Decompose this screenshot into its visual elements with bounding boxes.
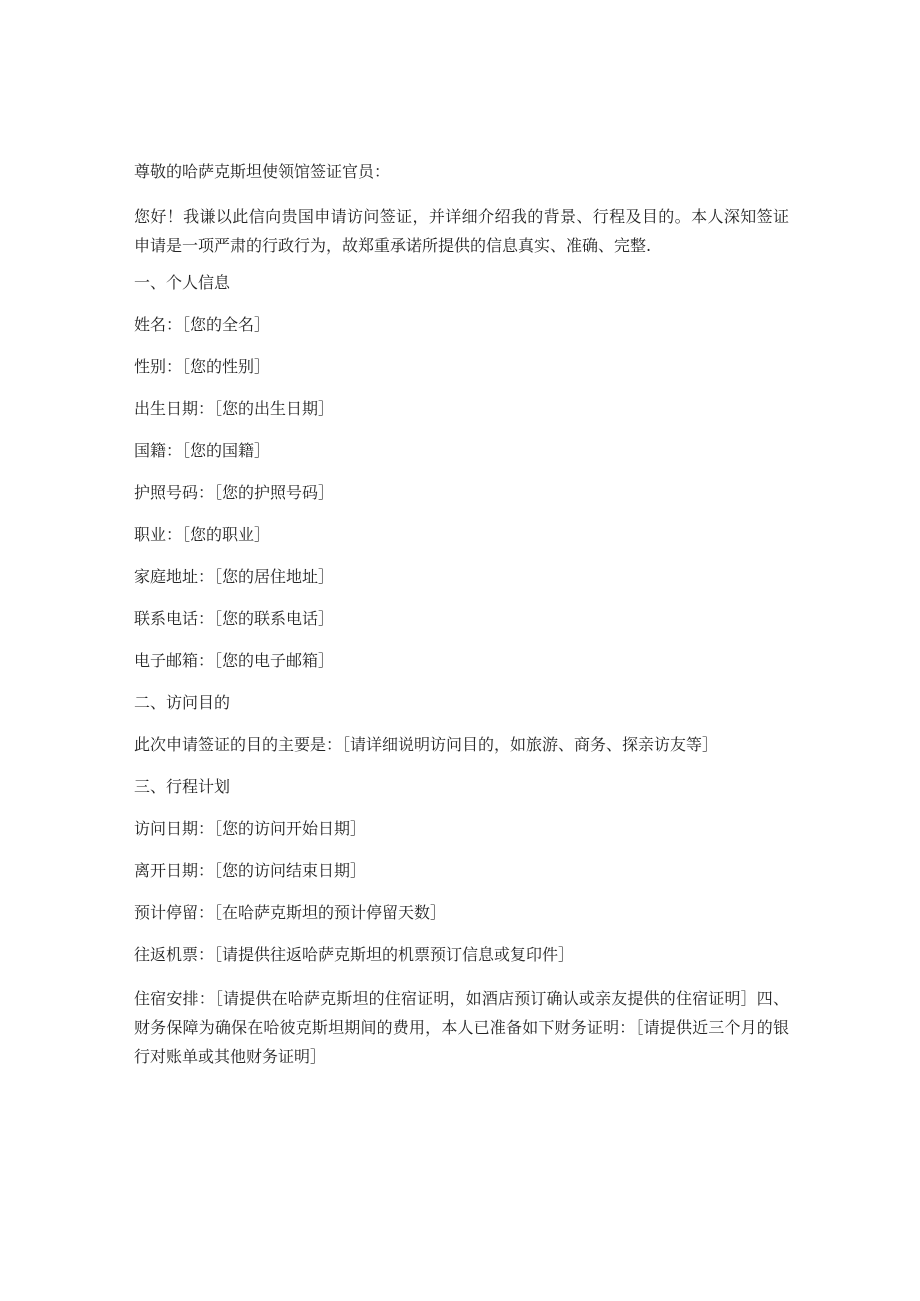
field-phone: 联系电话：［您的联系电话］ [134,609,335,628]
accommodation-and-finance-paragraph: 住宿安排：［请提供在哈萨克斯坦的住宿证明，如酒店预订确认或亲友提供的住宿证明］四、财务保障为确保在哈彼克斯坦期间的费用，本人已准备如下财务证明：［请提供近三个月的银行对账单或其他财务证明］ [134,989,789,1066]
field-occupation: 职业：［您的职业］ [134,525,271,544]
salutation: 尊敬的哈萨克斯坦使领馆签证官员： [134,162,391,181]
field-home-address: 家庭地址：［您的居住地址］ [134,567,335,586]
section-heading-personal-info: 一、个人信息 [134,273,231,292]
section-heading-visit-purpose: 二、访问目的 [134,693,231,712]
section-heading-itinerary: 三、行程计划 [134,777,231,796]
field-birth-date: 出生日期：［您的出生日期］ [134,399,335,418]
field-passport-number: 护照号码：［您的护照号码］ [134,483,335,502]
visit-purpose-text: 此次申请签证的目的主要是：［请详细说明访问目的，如旅游、商务、探亲访友等］ [134,735,719,754]
field-planned-stay: 预计停留：［在哈萨克斯坦的预计停留天数］ [134,903,447,922]
field-visit-date: 访问日期：［您的访问开始日期］ [134,819,367,838]
field-gender: 性别：［您的性别］ [134,357,271,376]
field-name: 姓名：［您的全名］ [134,315,271,334]
field-round-trip-ticket: 往返机票：［请提供往返哈萨克斯坦的机票预订信息或复印件］ [134,945,575,964]
intro-paragraph: 您好！我谦以此信向贵国申请访问签证，并详细介绍我的背景、行程及目的。本人深知签证申请是一项严肃的行政行为，故郑重承诺所提供的信息真实、准确、完整. [134,207,789,255]
field-email: 电子邮箱：［您的电子邮箱］ [134,651,335,670]
field-nationality: 国籍：［您的国籍］ [134,441,271,460]
field-departure-date: 离开日期：［您的访问结束日期］ [134,861,367,880]
